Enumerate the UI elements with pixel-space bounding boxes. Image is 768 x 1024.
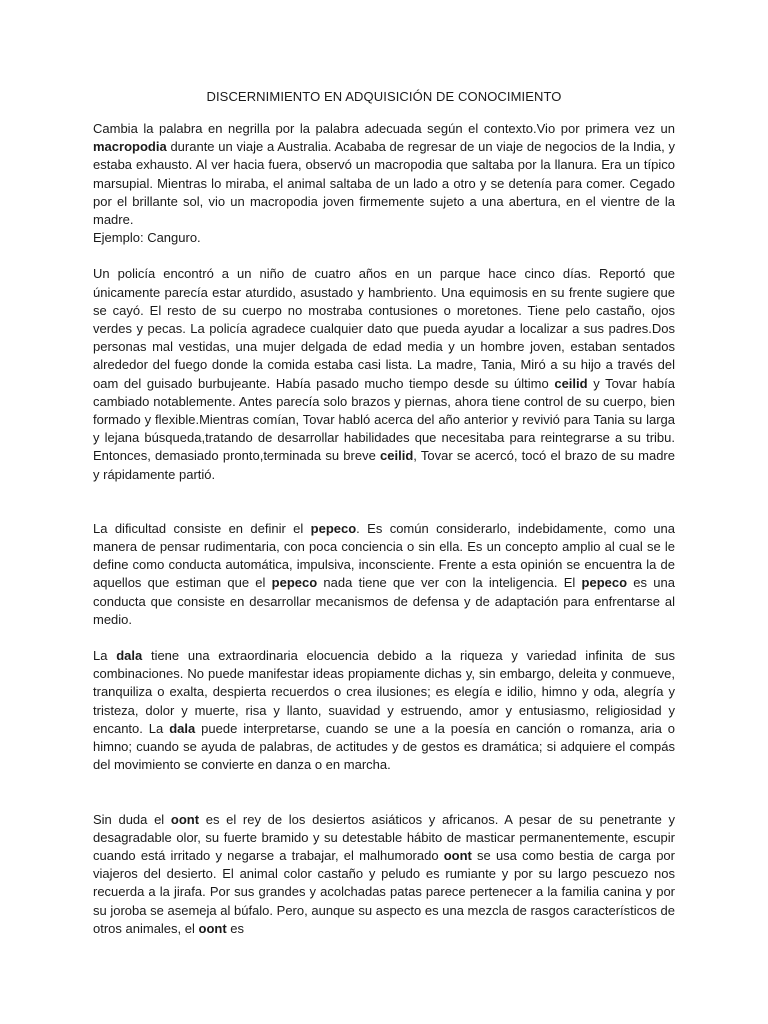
text-segment: , Tovar se acercó, tocó el brazo de su madre y rápidamente partió. xyxy=(93,448,675,482)
paragraph-2 xyxy=(93,265,675,483)
bold-keyword: pepeco xyxy=(310,520,357,536)
bold-keyword: oont xyxy=(198,920,227,936)
spacer xyxy=(93,484,675,520)
document-title: DISCERNIMIENTO EN ADQUISICIÓN DE CONOCIMIENTO xyxy=(206,89,562,104)
bold-keyword: oont xyxy=(443,847,472,863)
text-segment: es xyxy=(226,920,244,936)
bold-keyword: ceilid xyxy=(380,448,414,464)
text-segment: y Tovar había cambiado notablemente. Antes parecía solo brazos y piernas, ahora tiene control de su cuerpo, bien formado y flexible.Mientras comían, Tovar habló acerca del año anterior y revivió para Tania su larga y lejana búsqueda,tratando de desarrollar habilidades que necesitaba para reintegrarse a su tribu. Entonces, demasiado pronto,terminada su breve xyxy=(93,375,675,464)
text-segment: Sin duda el xyxy=(93,811,171,827)
text-segment: La dificultad consiste en definir el xyxy=(93,520,311,536)
bold-keyword: oont xyxy=(170,811,200,827)
spacer xyxy=(93,629,675,647)
text-segment: Cambia la palabra en negrilla por la palabra adecuada según el contexto.Vio por primera vez un xyxy=(93,121,675,136)
text-segment: . Es común considerarlo, indebidamente, como una manera de pensar rudimentaria, con poca conciencia o sin ella. Es un concepto amplio al cual se le define como conducta automática, impulsiva, inconsciente. Frente a esta opinión se encuentra la de aquellos que estiman que el xyxy=(93,520,675,591)
text-segment: La xyxy=(93,648,117,664)
spacer xyxy=(93,247,675,265)
text-segment: puede interpretarse, cuando se une a la poesía en canción o romanza, aria o himno; cuando se ayuda de palabras, de actitudes y de gestos es dramática; si adquiere el compás del movimiento se convierte en danza o en marcha. xyxy=(93,720,675,773)
bold-keyword: pepeco xyxy=(271,575,318,591)
bold-keyword: dala xyxy=(169,720,196,736)
text-segment: Ejemplo: Canguro. xyxy=(93,230,201,246)
text-segment: es una conducta que consiste en desarrollar mecanismos de defensa y de adaptación para enfrentarse al medio. xyxy=(93,575,675,627)
text-segment: se usa como bestia de carga por viajeros del desierto. El animal color castaño y peludo es rumiante y por su largo pescuezo nos recuerda a la jirafa. Por sus grandes y acolchadas patas parece pertenecer a la familia canina y por su joroba se asemeja al búfalo. Pero, aunque su aspecto es una mezcla de rasgos característicos de otros animales, el xyxy=(93,847,675,936)
text-segment: tiene una extraordinaria elocuencia debido a la riqueza y variedad infinita de sus combinaciones. No puede manifestar ideas propiamente dichas y, sin embargo, deleita y conmueve, tranquiliza o exalta, despierta recuerdos o crea ilusiones; es elegía e idilio, himno y oda, alegría y tristeza, dolor y muerte, risa y llanto, suavidad y estruendo, amor y entusiasmo, religiosidad y encanto. La xyxy=(93,648,675,736)
text-segment: es el rey de los desiertos asiáticos y africanos. A pesar de su penetrante y desagradable olor, su fuerte bramido y su detestable hábito de masticar permanentemente, escupir cuando está irritado y negarse a trabajar, el malhumorado xyxy=(93,811,675,863)
text-segment: Un policía encontró a un niño de cuatro años en un parque hace cinco días. Reportó que únicamente parecía estar aturdido, asustado y hambriento. Una equimosis en su frente sugiere que se cayó. El resto de su cuerpo no mostraba contusiones o moretones. Tiene pelo castaño, ojos verdes y pecas. La policía agradece cualquier dato que pueda ayudar a localizar a sus padres.Dos personas mal vestidas, una mujer delgada de edad media y un hombre joven, estaban sentados alrededor del fuego donde la comida estaba casi lista. La madre, Tania, Miró a su hijo a través del oam del guisado burbujeante. Había pasado mucho tiempo desde su último xyxy=(93,266,675,391)
paragraph-5 xyxy=(93,811,675,938)
paragraph-3 xyxy=(93,520,675,629)
paragraph-1 xyxy=(93,120,675,229)
bold-keyword: pepeco xyxy=(581,575,628,591)
bold-keyword: dala xyxy=(116,648,143,664)
text-segment: durante un viaje a Australia. Acababa de regresar de un viaje de negocios de la India, y estaba exhausto. Al ver hacia fuera, observó un macropodia que saltaba por la llanura. Era un típico marsupial. Mientras lo miraba, el animal saltaba de un lado a otro y se detenía para comer. Cegado por el brillante sol, vio un macropodia joven firmemente sujeto a una abertura, en el vientre de la madre. xyxy=(93,139,675,228)
spacer xyxy=(93,775,675,811)
text-segment: nada tiene que ver con la inteligencia. El xyxy=(317,575,582,591)
paragraph-example xyxy=(93,229,675,247)
bold-keyword: macropodia xyxy=(93,139,167,155)
bold-keyword: ceilid xyxy=(554,375,588,391)
paragraph-4 xyxy=(93,647,675,774)
document-page xyxy=(93,88,675,938)
